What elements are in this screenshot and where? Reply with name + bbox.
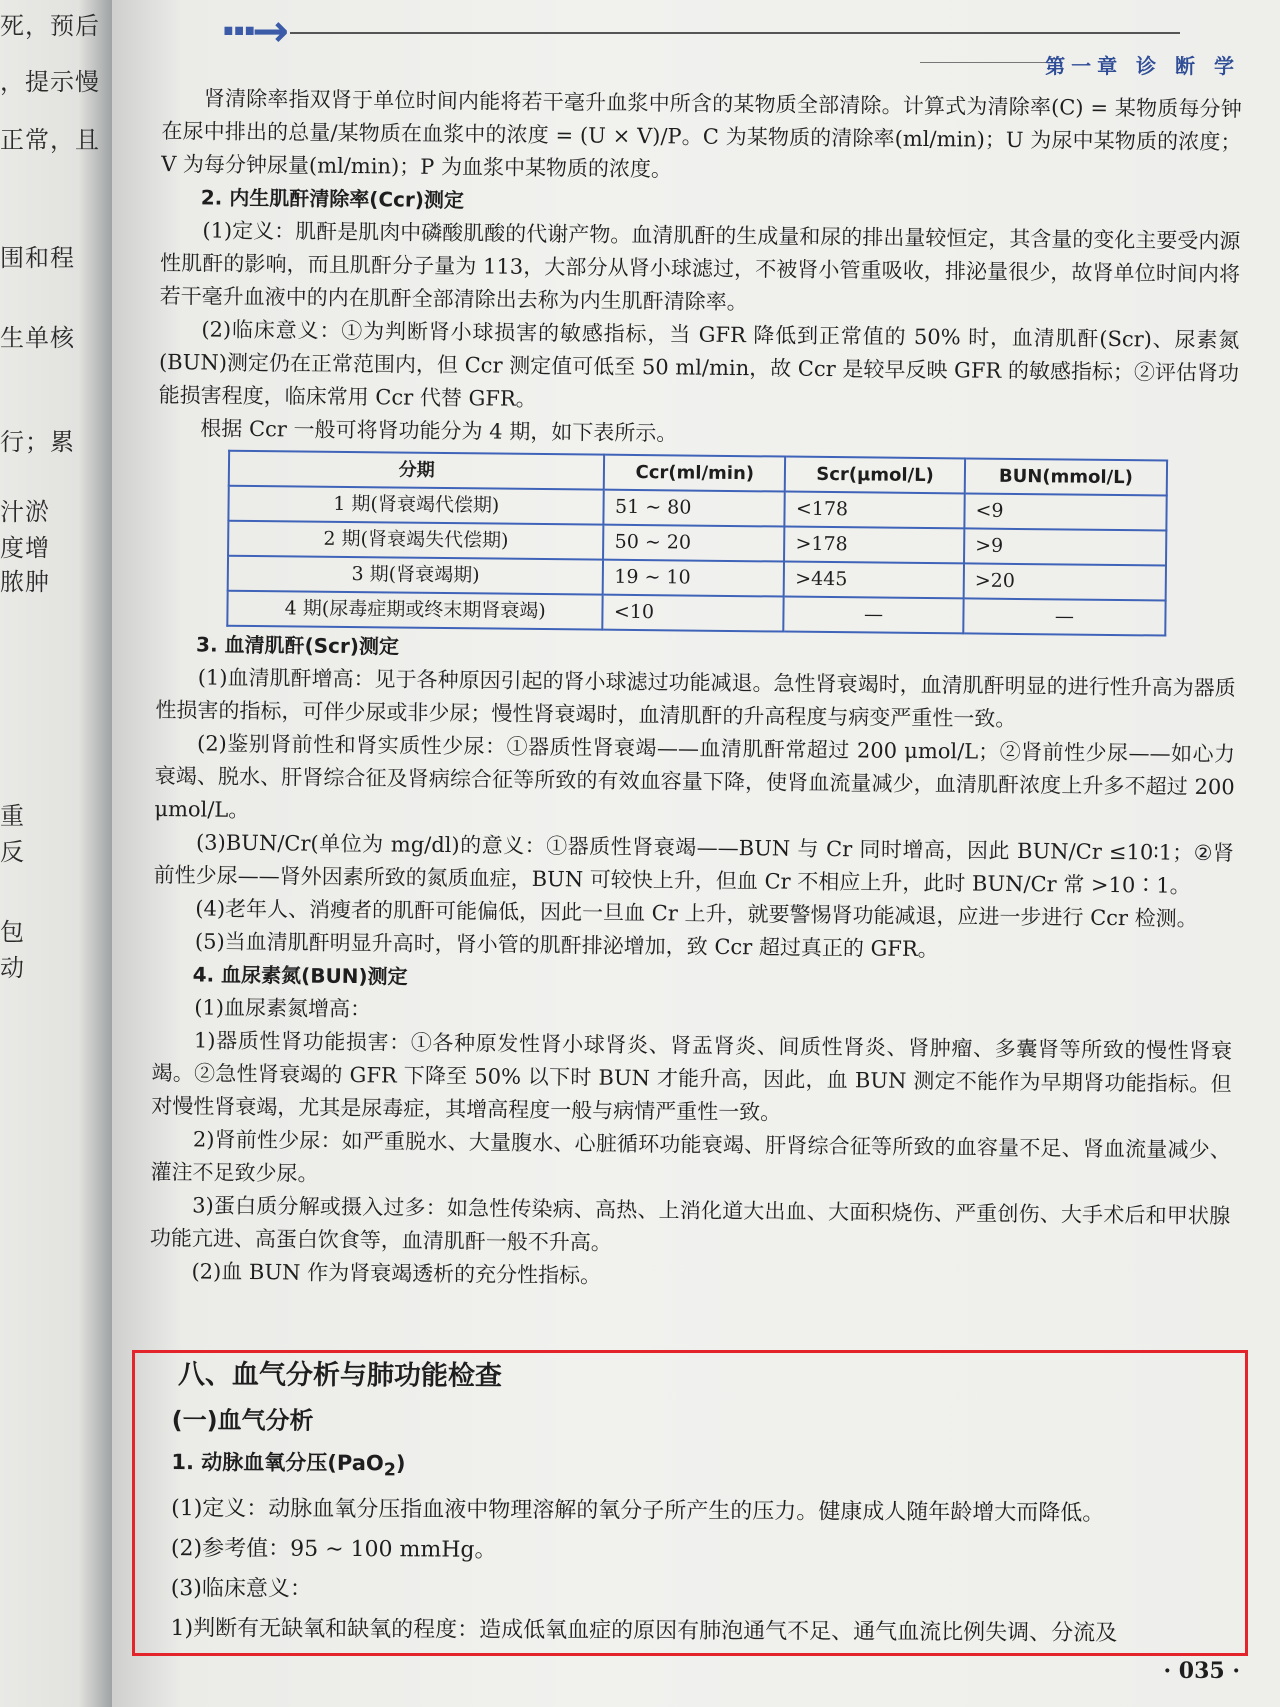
clinical-heading: (3)临床意义：	[170, 1576, 312, 1602]
table-cell: 2 期(肾衰竭失代偿期)	[228, 521, 604, 560]
table-cell: >445	[784, 562, 964, 599]
table-cell: >178	[784, 527, 964, 564]
table-cell: >9	[964, 528, 1166, 565]
paragraph: (4)老年人、消瘦者的肌酐可能偏低，因此一旦血 Cr 上升，就要警惕肾功能减退，应进一步进行 Ccr 检测。	[195, 896, 1198, 931]
item-title-subscript: 2	[383, 1460, 396, 1481]
table-cell: <9	[964, 493, 1166, 530]
paragraph: (1)血清肌酐增高：见于各种原因引起的肾小球滤过功能减退。急性肾衰竭时，血清肌酐明显的进行性升高为器质性损害的指标，可伴少尿或非少尿；慢性肾衰竭时，血清肌酐的升高程度与病变严重性一致。	[155, 665, 1236, 731]
definition-paragraph: (1)定义：动脉血氧分压指血液中物理溶解的氧分子所产生的压力。健康成人随年龄增大而降低。	[171, 1496, 1105, 1527]
table-header-cell: Ccr(ml/min)	[604, 455, 785, 492]
item-title-text: 1. 动脉血氧分压(PaO	[171, 1450, 384, 1476]
table-cell: 19 ~ 10	[603, 560, 784, 597]
left-fragment: 死，预后	[0, 12, 100, 40]
table-header-cell: BUN(mmol/L)	[965, 458, 1167, 495]
table-header-cell: 分期	[229, 451, 605, 490]
table-header-cell: Scr(μmol/L)	[785, 457, 965, 494]
paragraph: (3)BUN/Cr(单位为 mg/dl)的意义：①器质性肾衰竭——BUN 与 Cr 同时增高，因此 BUN/Cr ≤10∶1；②肾前性少尿——肾外因素所致的氮质血症，BUN 可较快上升，但血 Cr 不相应上升，此时 BUN/Cr 常 >10∶1。	[153, 830, 1235, 898]
left-fragment: 生单核	[0, 324, 75, 352]
left-fragment: 反	[0, 838, 25, 866]
left-fragment: 动	[0, 954, 25, 982]
left-fragment: 汁淤	[0, 498, 50, 526]
table-cell: 51 ~ 80	[604, 490, 785, 527]
table-cell: 4 期(尿毒症期或终末期肾衰竭)	[227, 591, 603, 630]
left-fragment: 脓肿	[0, 568, 50, 596]
paragraph: (2)血 BUN 作为肾衰竭透析的充分性指标。	[191, 1259, 602, 1288]
paragraph: 肾清除率指双肾于单位时间内能将若干毫升血浆中所含的某物质全部清除。计算式为清除率(C) = 某物质每分钟在尿中排出的总量/某物质在血浆中的浓度 = (U × V)/P。C 为某物质的清除率(ml/min)；U 为尿中某物质的浓度；V 为每分钟尿量(ml/min)；P 为血浆中某物质的浓度。	[161, 86, 1242, 182]
table-cell: —	[784, 597, 964, 634]
paragraph: (1)定义：肌酐是肌肉中磷酸肌酸的代谢产物。血清肌酐的生成量和尿的排出量较恒定，其含量的变化主要受内源性肌酐的影响，而且肌酐分子量为 113，大部分从肾小球滤过，不被肾小管重吸收，排泌量很少，故肾单位时间内将若干毫升血液中的内在肌酐全部清除出去称为内生肌酐清除率。	[159, 218, 1241, 315]
table-cell: >20	[964, 563, 1166, 600]
item-title	[161, 1442, 1241, 1495]
left-fragment: 包	[0, 918, 25, 946]
table-cell: 50 ~ 20	[603, 525, 784, 562]
table-cell: —	[963, 598, 1165, 635]
paragraph: (1)血尿素氮增高：	[194, 995, 372, 1022]
renal-stage-table	[226, 450, 1168, 637]
chapter-section-title: 八、血气分析与肺功能检查	[177, 1359, 502, 1392]
paragraph: 根据 Ccr 一般可将肾功能分为 4 期，如下表所示。	[200, 416, 678, 446]
table-cell: 3 期(肾衰竭期)	[228, 556, 604, 595]
paragraph: (2)鉴别肾前性和肾实质性少尿：①器质性肾衰竭——血清肌酐常超过 200 μmol/L；②肾前性少尿——如心力衰竭、脱水、肝肾综合征及肾病综合征等所致的有效血容量下降，使肾血流量减少，血清肌酐浓度上升多不超过 200 μmol/L。	[154, 731, 1236, 822]
subsection-title: (一)血气分析	[171, 1406, 314, 1435]
highlight-content	[160, 1352, 1242, 1655]
header-rule	[290, 32, 1180, 34]
reference-paragraph: (2)参考值：95 ~ 100 mmHg。	[170, 1536, 497, 1563]
page-body	[149, 82, 1242, 1299]
left-fragment: 行；累	[0, 428, 75, 456]
paragraph: (5)当血清肌酐明显升高时，肾小管的肌酐排泌增加，致 Ccr 超过真正的 GFR。	[194, 929, 939, 962]
paragraph: 3)蛋白质分解或摄入过多：如急性传染病、高热、上消化道大出血、大面积烧伤、严重创伤、大手术后和甲状腺功能亢进、高蛋白饮食等，血清肌酐一般不升高。	[149, 1193, 1231, 1255]
section-heading: 2. 内生肌酐清除率(Ccr)测定	[200, 185, 465, 213]
left-fragment: ，提示慢	[0, 68, 100, 96]
left-page-edge	[0, 0, 112, 1707]
left-fragment: 围和程	[0, 244, 75, 272]
page-number: · 035 ·	[1163, 1658, 1240, 1684]
header-subrule	[920, 62, 1060, 63]
paragraph: 1)器质性肾功能损害：①各种原发性肾小球肾炎、肾盂肾炎、间质性肾炎、肾肿瘤、多囊肾等所致的慢性肾衰竭。②急性肾衰竭的 GFR 下降至 50% 以下时 BUN 才能升高，因此，血 BUN 测定不能作为早期肾功能指标。但对慢性肾衰竭，尤其是尿毒症，其增高程度一般与病情严重性一致。	[151, 1028, 1233, 1125]
left-fragment: 重	[0, 802, 25, 830]
item-title-end: )	[395, 1451, 406, 1476]
table-cell: 1 期(肾衰竭代偿期)	[228, 486, 604, 525]
table-cell: <10	[603, 595, 784, 632]
clinical-item: 1)判断有无缺氧和缺氧的程度：造成低氧血症的原因有肺泡通气不足、通气血流比例失调、分流及	[170, 1616, 1118, 1647]
section-heading: 4. 血尿素氮(BUN)测定	[192, 962, 408, 989]
section-heading: 3. 血清肌酐(Scr)测定	[195, 632, 400, 659]
left-fragment: 正常，且	[0, 126, 100, 154]
chapter-title: 第一章 诊 断 学	[1045, 54, 1240, 78]
table-cell: <178	[785, 492, 965, 529]
paragraph: (2)临床意义：①为判断肾小球损害的敏感指标，当 GFR 降低到正常值的 50% 时，血清肌酐(Scr)、尿素氮(BUN)测定仍在正常范围内，但 Ccr 测定值可低至 50 ml/min，故 Ccr 是较早反映 GFR 的敏感指标；②评估肾功能损害程度，临床常用 Ccr 代替 GFR。	[158, 317, 1240, 411]
paragraph: 2)肾前性少尿：如严重脱水、大量腹水、心脏循环功能衰竭、肝肾综合征等所致的血容量不足、肾血流量减少、灌注不足致少尿。	[150, 1127, 1231, 1186]
arrow-icon: ···→	[220, 6, 284, 57]
left-fragment: 度增	[0, 534, 50, 562]
textbook-page	[112, 0, 1280, 1707]
page-header	[220, 6, 1260, 76]
